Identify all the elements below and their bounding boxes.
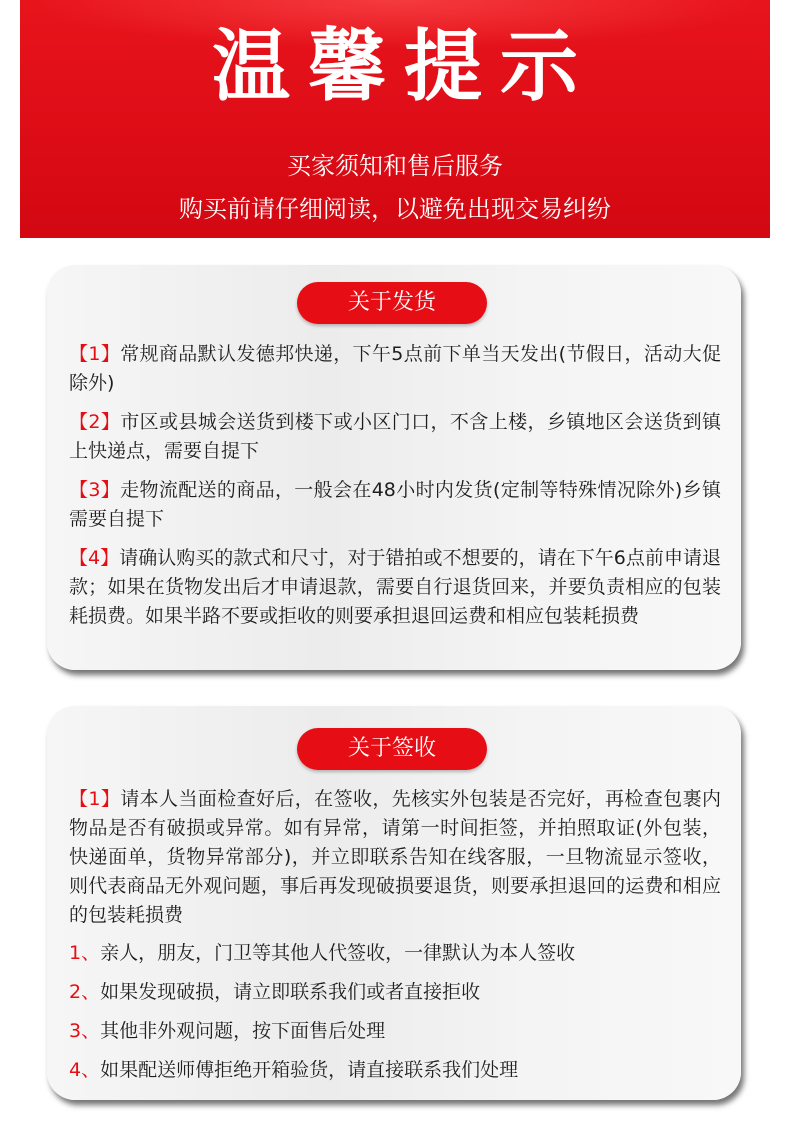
item-number: 【1】 bbox=[69, 343, 121, 365]
item-number: 【2】 bbox=[69, 411, 121, 433]
item-number: 【4】 bbox=[69, 547, 120, 569]
receipt-list-item bbox=[69, 939, 721, 968]
item-number: 1、 bbox=[69, 942, 101, 964]
item-number: 【1】 bbox=[69, 788, 121, 810]
shipping-item bbox=[69, 544, 721, 631]
receipt-list-item bbox=[69, 978, 721, 1007]
banner-notice: 购买前请仔细阅读，以避免出现交易纠纷 bbox=[179, 195, 611, 223]
banner-subtitle: 买家须知和售后服务 bbox=[287, 152, 503, 180]
item-text: 常规商品默认发德邦快递，下午5点前下单当天发出(节假日，活动大促除外) bbox=[69, 343, 721, 394]
item-number: 4、 bbox=[69, 1059, 101, 1081]
item-text: 请确认购买的款式和尺寸，对于错拍或不想要的，请在下午6点前申请退款；如果在货物发出后才申请退款，需要自行退货回来，并要负责相应的包装耗损费。如果半路不要或拒收的则要承担退回运费和相应包装耗损费 bbox=[69, 547, 722, 627]
item-text: 如果配送师傅拒绝开箱验货，请直接联系我们处理 bbox=[100, 1059, 519, 1081]
receipt-card bbox=[47, 706, 741, 1100]
receipt-main-item bbox=[69, 785, 721, 930]
receipt-list-item bbox=[69, 1017, 721, 1046]
item-text: 市区或县城会送货到楼下或小区门口，不含上楼，乡镇地区会送货到镇上快递点，需要自提下 bbox=[69, 411, 721, 462]
receipt-list-item bbox=[69, 1056, 721, 1085]
item-text: 如果发现破损，请立即联系我们或者直接拒收 bbox=[100, 981, 481, 1003]
item-number: 3、 bbox=[69, 1020, 101, 1042]
item-number: 2、 bbox=[69, 981, 101, 1003]
receipt-heading: 关于签收 bbox=[297, 728, 487, 770]
item-text: 亲人，朋友，门卫等其他人代签收，一律默认为本人签收 bbox=[100, 942, 576, 964]
page-title: 温馨提示 bbox=[211, 22, 596, 112]
item-number: 【3】 bbox=[69, 479, 121, 501]
item-text: 请本人当面检查好后，在签收，先核实外包装是否完好，再检查包裹内物品是否有破损或异常。如有异常，请第一时间拒签，并拍照取证(外包装，快递面单，货物异常部分)，并立即联系告知在线客服，一旦物流显示签收，则代表商品无外观问题，事后再发现破损要退货，则要承担退回的运费和相应的包装耗损费 bbox=[69, 788, 721, 926]
shipping-item bbox=[69, 340, 721, 398]
header-banner bbox=[20, 0, 770, 238]
shipping-heading: 关于发货 bbox=[297, 282, 487, 324]
item-text: 其他非外观问题，按下面售后处理 bbox=[100, 1020, 386, 1042]
item-text: 走物流配送的商品，一般会在48小时内发货(定制等特殊情况除外)乡镇需要自提下 bbox=[69, 479, 721, 530]
shipping-item bbox=[69, 476, 721, 534]
shipping-card bbox=[47, 265, 741, 670]
shipping-item bbox=[69, 408, 721, 466]
